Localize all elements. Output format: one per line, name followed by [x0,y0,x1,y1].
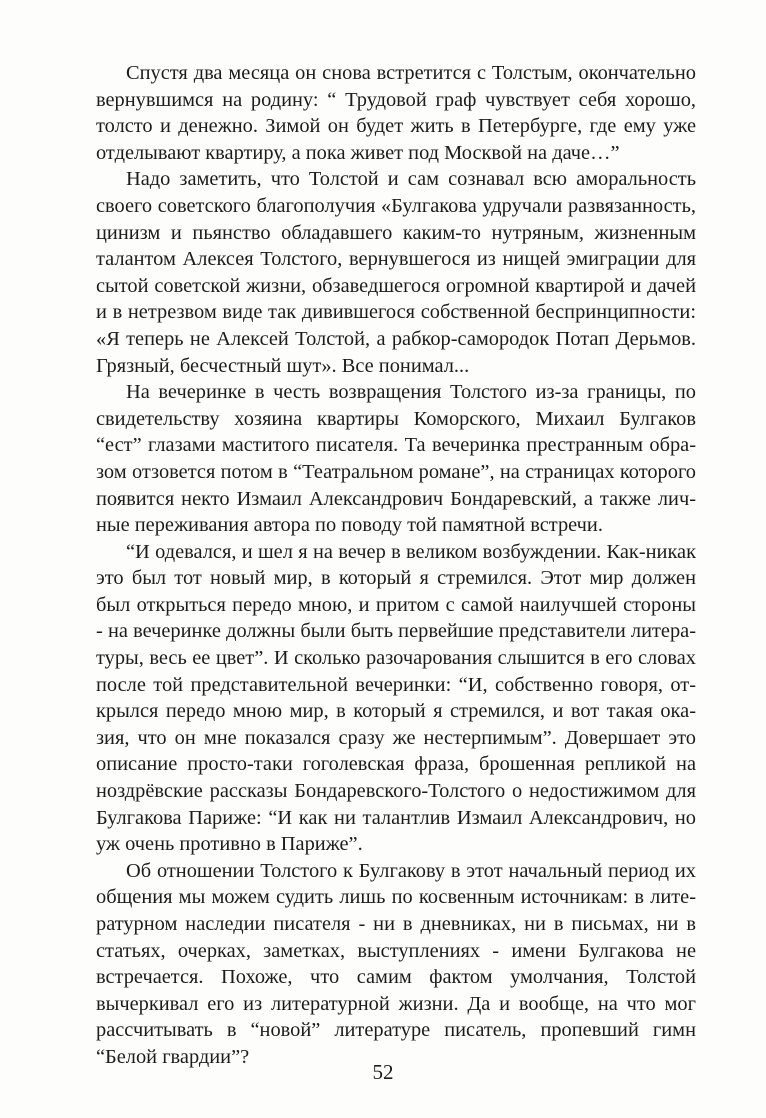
paragraph: На вечеринке в честь возвращения Толстого из-за границы, по свидетельству хозяина квартиры Коморского, Михаил Булгаков “ест” глазами маститого писателя. Та вечеринка престранным образом отзовется потом в “Театральном романе”, на страницах которого появится некто Измаил Александрович Бондаревский, а также личные переживания автора по поводу той памятной встречи. [96,381,696,537]
paragraph: Спустя два месяца он снова встретится с Толстым, окончательно вернувшимся на родину: “ Трудовой граф чувствует себя хорошо, толсто и денежно. Зимой он будет жить в Петербурге, где ему уже отделывают квартиру, а пока живет под Москвой на даче…” [96,62,696,164]
paragraph: Надо заметить, что Толстой и сам сознавал всю аморальность своего советского благополучия «Булгакова удручали развязанность, цинизм и пьянство обладавшего каким-то нутряным, жизненным талантом Алексея Толстого, вернувшегося из нищей эмиграции для сытой советской жизни, обзаведшегося огромной квартирой и дачей и в нетрезвом виде так дивившегося собственной беспринципности: «Я теперь не Алексей Толстой, а рабкор-самородок Потап Дерьмов. Грязный, бесчестный шут». Все понимал... [96,168,696,377]
paragraph: “И одевался, и шел я на вечер в великом возбуждении. Как-никак это был тот новый мир, в который я стремился. Этот мир должен был открыться передо мною, и притом с самой наилучшей стороны - на вечеринке должны были быть первейшие представители литературы, весь ее цвет”. И сколько разочарования слышится в его словах после той представительной вечеринки: “И, собственно говоря, открылся передо мною мир, в который я стремился, и вот такая оказия, что он мне показался сразу же нестерпимым”. Довершает это описание просто-таки гоголевская фраза, брошенная репликой на ноздрёвские рассказы Бондаревского-Толстого о недостижимом для Булгакова Париже: “И как ни талантлив Измаил Александрович, но уж очень противно в Париже”. [96,540,696,856]
body-text [96,60,696,1071]
page-number: 52 [372,1060,394,1084]
paragraph: Об отношении Толстого к Булгакову в этот начальный период их общения мы можем судить лишь по косвенным источникам: в литературном наследии писателя - ни в дневниках, ни в письмах, ни в статьях, очерках, заметках, выступлениях - имени Булгакова не встречается. Похоже, что самим фактом умолчания, Толстой вычеркивал его из литературной жизни. Да и вообще, на что мог рассчитывать в “новой” литературе писатель, пропевший гимн “Белой гвардии”? [96,859,696,1068]
